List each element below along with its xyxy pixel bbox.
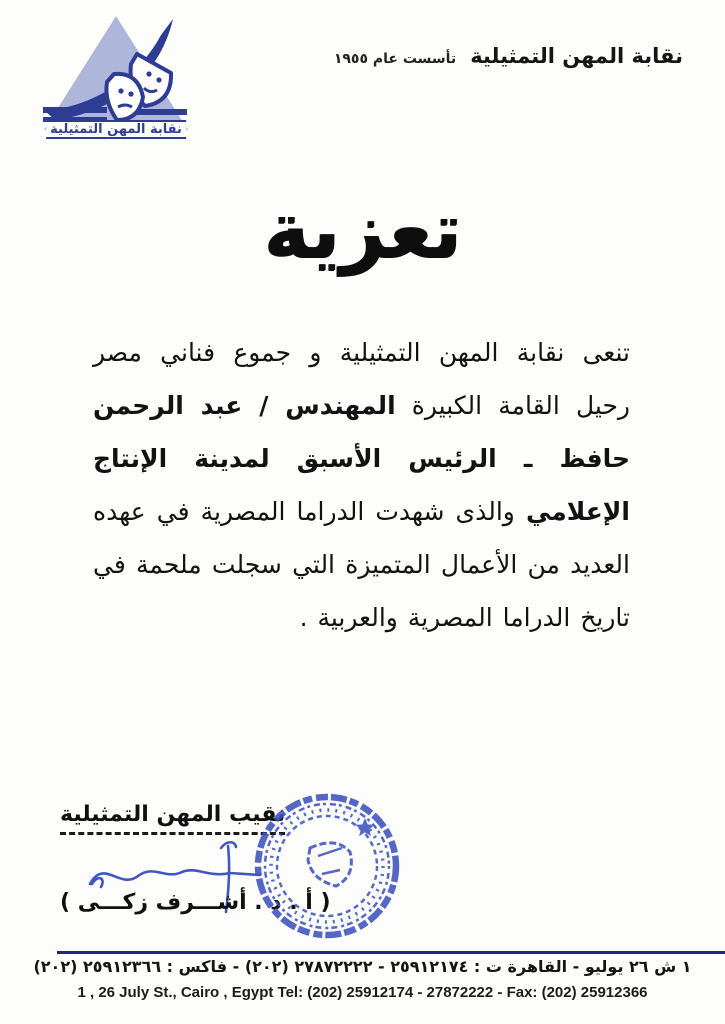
signer-title: نقيب المهن التمثيلية [60, 802, 285, 835]
body-part2: والذى شهدت الدراما المصرية في عهده العديد من الأعمال المتميزة التي سجلت ملحمة في تاريخ الدراما المصرية والعربية . [93, 497, 630, 632]
signer-name: ( أ . د . أشـــرف زكـــى ) [60, 890, 331, 915]
org-name: نقابة المهن التمثيلية [470, 44, 683, 68]
page-title: تعزية [263, 186, 462, 276]
footer-address-arabic: ١ ش ٢٦ يوليو - القاهرة ت : ٢٥٩١٢١٧٤ - ٢٧٨٧٢٢٢٢ (٢٠٢) - فاكس : ٢٥٩١٢٣٦٦ (٢٠٢) [33, 957, 692, 976]
footer-address-english: 1 , 26 July St., Cairo , Egypt Tel: (202) 25912174 - 27872222 - Fax: (202) 25912366 [77, 984, 648, 1001]
logo-caption: نقابة المهن التمثيلية [46, 120, 186, 139]
condolence-text [93, 326, 630, 644]
footer-divider [57, 951, 725, 954]
letterhead [334, 44, 683, 68]
body-part1: تنعى نقابة المهن التمثيلية و جموع فناني مصر رحيل القامة الكبيرة [93, 338, 630, 420]
official-round-stamp-icon [252, 790, 402, 940]
deceased-name-bold: المهندس / عبد الرحمن حافظ ـ الرئيس الأسبق لمدينة الإنتاج الإعلامي [93, 391, 630, 526]
founded-year: تأسست عام ١٩٥٥ [333, 51, 457, 67]
syndicate-logo [38, 12, 194, 148]
